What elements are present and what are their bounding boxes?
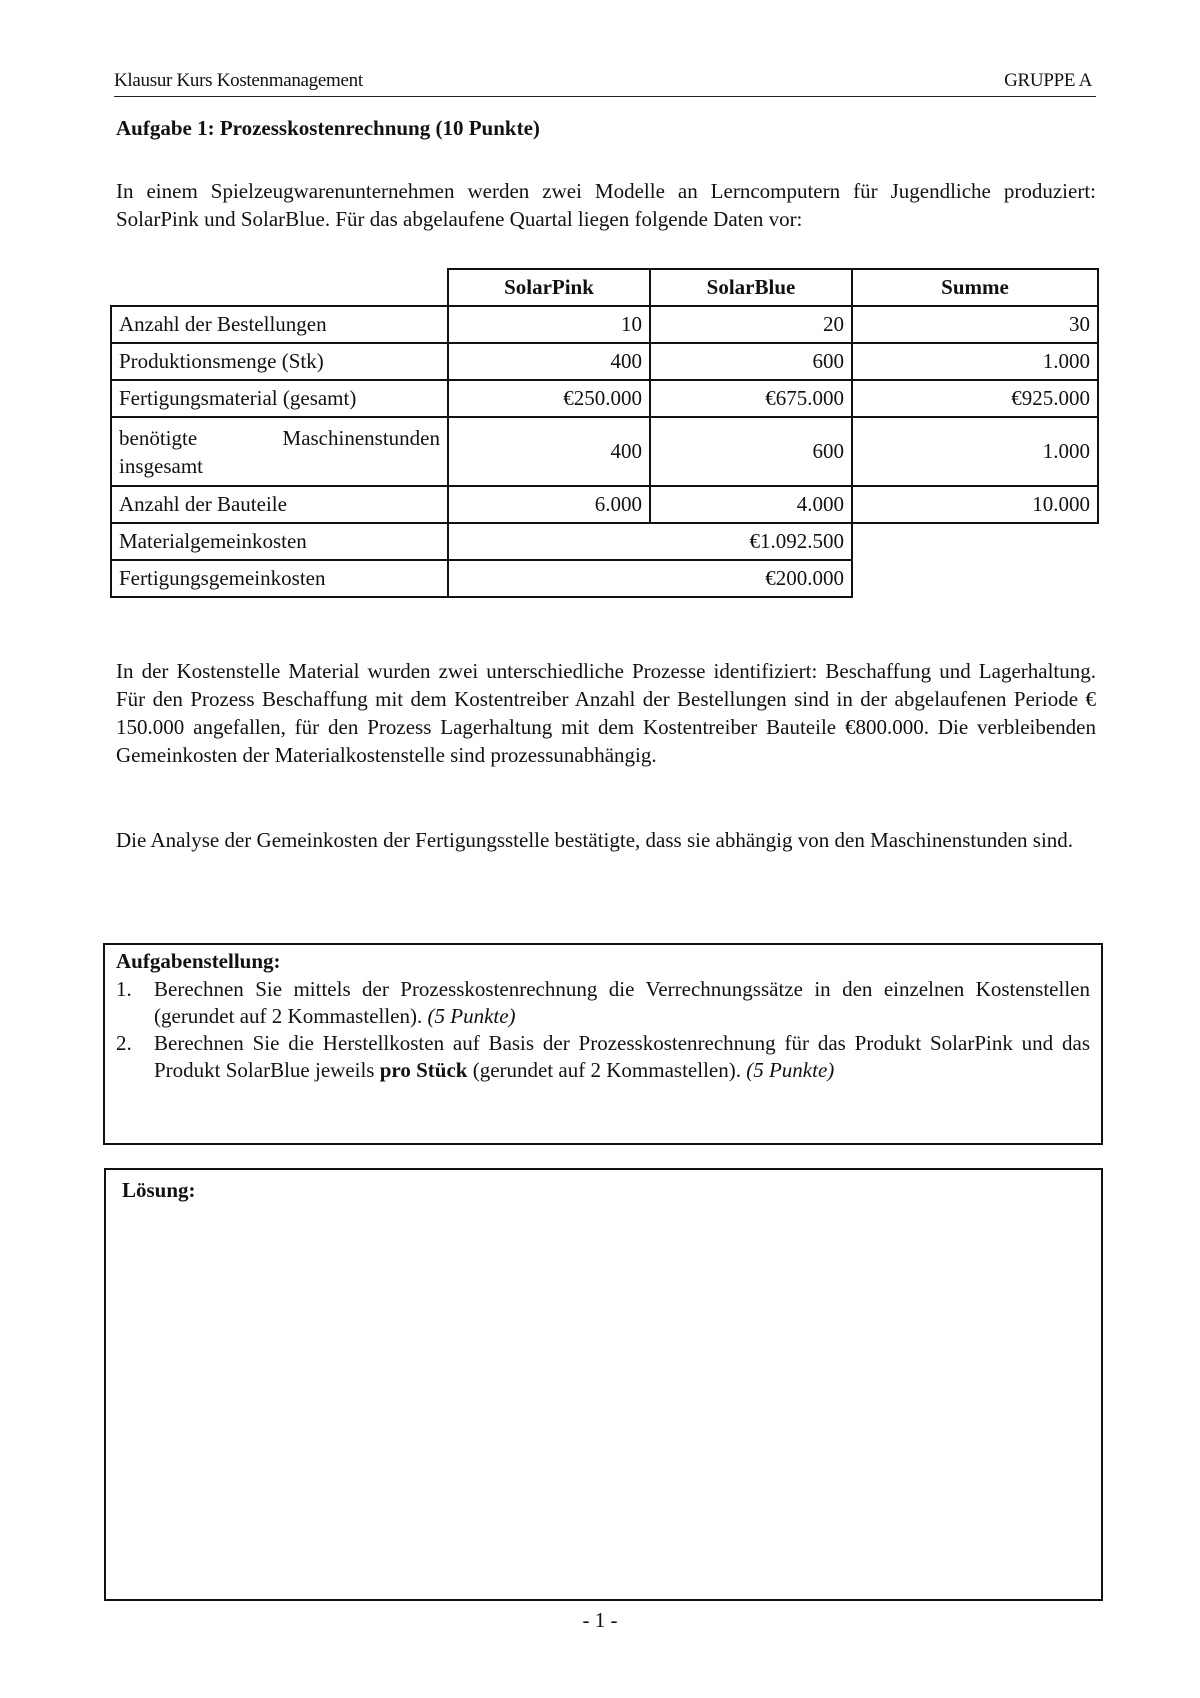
cost-data-table (110, 268, 1099, 598)
production-analysis-paragraph: Die Analyse der Gemeinkosten der Fertigungsstelle bestätigte, dass sie abhängig von den Maschinenstunden sind. (116, 828, 1074, 852)
table-cell: €250.000 (448, 380, 650, 417)
table-cell: €200.000 (448, 560, 852, 597)
solution-box[interactable] (104, 1168, 1103, 1601)
column-header-solarpink: SolarPink (448, 269, 650, 306)
table-corner-empty (111, 269, 448, 306)
task-title: Aufgabe 1: Prozesskostenrechnung (10 Punkte) (116, 116, 540, 140)
table-row (111, 417, 1098, 486)
row-label-bestellungen: Anzahl der Bestellungen (111, 306, 448, 343)
table-cell: 400 (448, 343, 650, 380)
task-list (116, 976, 1090, 1084)
table-cell: 30 (852, 306, 1098, 343)
column-header-solarblue: SolarBlue (650, 269, 852, 306)
list-item (116, 976, 1090, 1030)
solution-heading: Lösung: (122, 1178, 196, 1202)
table-cell: 20 (650, 306, 852, 343)
table-row (111, 523, 1098, 560)
task-emphasis: pro Stück (379, 1058, 468, 1082)
table-cell: 1.000 (852, 417, 1098, 486)
task-heading: Aufgabenstellung: (116, 949, 281, 973)
row-label-produktionsmenge: Produktionsmenge (Stk) (111, 343, 448, 380)
page-header (114, 70, 1096, 97)
intro-paragraph: In einem Spielzeugwarenunternehmen werden zwei Modelle an Lerncomputern für Jugendliche produziert: SolarPink und SolarBlue. Für das abgelaufene Quartal liegen folgende Daten vor: (116, 179, 1096, 231)
row-label-materialgemeinkosten: Materialgemeinkosten (111, 523, 448, 560)
task-text: (gerundet auf 2 Kommastellen). (472, 1058, 741, 1082)
page-number: - 1 - (582, 1608, 618, 1632)
table-row (111, 560, 1098, 597)
header-course-title: Klausur Kurs Kostenmanagement (114, 70, 363, 91)
table-row (111, 486, 1098, 523)
table-row (111, 306, 1098, 343)
task-box (103, 943, 1103, 1145)
table-cell: 6.000 (448, 486, 650, 523)
table-cell: €925.000 (852, 380, 1098, 417)
table-header-row (111, 269, 1098, 306)
task-number: 2. (116, 1031, 132, 1055)
row-label-maschinenstunden: benötigte Maschinenstunden insgesamt (111, 417, 448, 486)
table-cell-empty (852, 523, 1098, 560)
task-points: (5 Punkte) (746, 1058, 835, 1082)
table-cell: 600 (650, 343, 852, 380)
table-cell: 4.000 (650, 486, 852, 523)
header-group-label: GRUPPE A (1004, 70, 1092, 91)
table-cell: €675.000 (650, 380, 852, 417)
table-cell: €1.092.500 (448, 523, 852, 560)
task-text: Berechnen Sie mittels der Prozesskostenrechnung die Verrechnungssätze in den einzelnen Kostenstellen (gerundet auf 2 Kommastellen). (154, 977, 1090, 1028)
task-text: Berechnen Sie die Herstellkosten auf Basis der Prozesskostenrechnung für das Produkt SolarPink und das Produkt SolarBlue jeweils (154, 1031, 1090, 1082)
table-row (111, 343, 1098, 380)
table-cell-empty (852, 560, 1098, 597)
process-description-paragraph: In der Kostenstelle Material wurden zwei unterschiedliche Prozesse identifiziert: Beschaffung und Lagerhaltung. Für den Prozess Beschaffung mit dem Kostentreiber Anzahl der Bestellungen sind in der abgelaufenen Periode € 150.000 angefallen, für den Prozess Lagerhaltung mit dem Kostentreiber Bauteile €800.000. Die verbleibenden Gemeinkosten der Materialkostenstelle sind prozessunabhängig. (116, 659, 1096, 767)
task-number: 1. (116, 977, 132, 1001)
table-cell: 1.000 (852, 343, 1098, 380)
row-label-bauteile: Anzahl der Bauteile (111, 486, 448, 523)
table-cell: 10.000 (852, 486, 1098, 523)
table-row (111, 380, 1098, 417)
column-header-summe: Summe (852, 269, 1098, 306)
task-points: (5 Punkte) (427, 1004, 516, 1028)
row-label-fertigungsgemeinkosten: Fertigungsgemeinkosten (111, 560, 448, 597)
row-label-fertigungsmaterial: Fertigungsmaterial (gesamt) (111, 380, 448, 417)
list-item (116, 1030, 1090, 1084)
table-cell: 600 (650, 417, 852, 486)
table-cell: 10 (448, 306, 650, 343)
table-cell: 400 (448, 417, 650, 486)
